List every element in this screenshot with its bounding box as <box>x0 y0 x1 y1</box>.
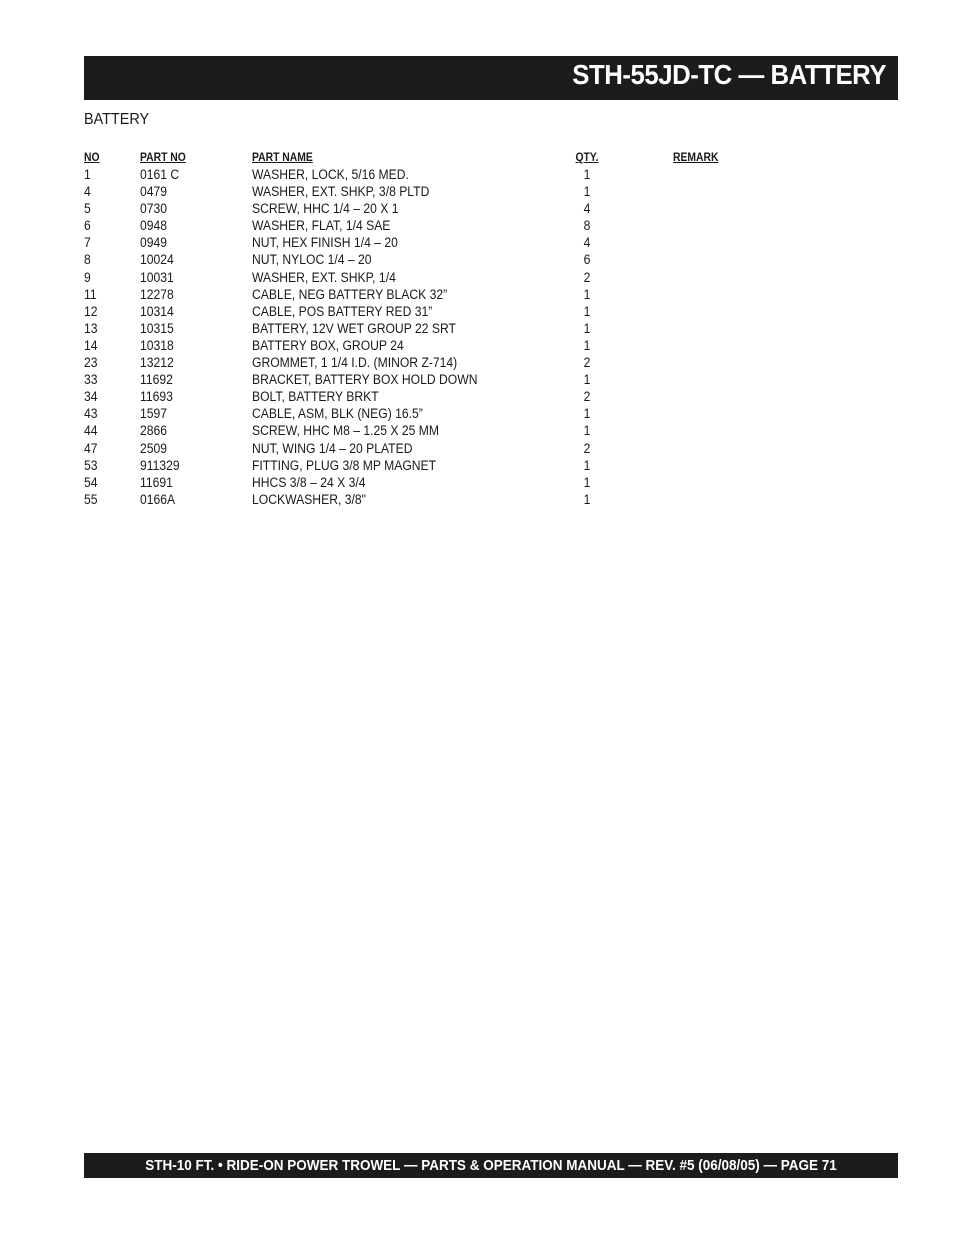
cell-qty: 2 <box>583 389 591 405</box>
cell-part-no: 0166A <box>140 491 176 507</box>
cell-part-name: BRACKET, BATTERY BOX HOLD DOWN <box>252 372 478 388</box>
table-row <box>84 303 784 320</box>
cell-no: 4 <box>84 184 91 200</box>
cell-part-no: 0161 C <box>140 167 180 182</box>
table-header-row <box>84 150 784 166</box>
table-row <box>84 474 784 491</box>
cell-part-name: WASHER, EXT. SHKP, 1/4 <box>252 269 396 285</box>
cell-part-name: BATTERY BOX, GROUP 24 <box>252 337 404 353</box>
cell-part-name: BOLT, BATTERY BRKT <box>252 389 379 405</box>
cell-no: 7 <box>84 235 91 251</box>
cell-part-name: SCREW, HHC 1/4 – 20 X 1 <box>252 201 399 217</box>
cell-part-no: 0949 <box>140 235 168 251</box>
cell-part-no: 1597 <box>140 406 168 422</box>
cell-qty: 1 <box>583 286 591 302</box>
cell-qty: 4 <box>583 201 591 217</box>
cell-qty: 1 <box>583 491 591 507</box>
cell-no: 43 <box>84 406 98 422</box>
table-row <box>84 388 784 405</box>
table-row <box>84 183 784 200</box>
cell-part-no: 10318 <box>140 337 174 353</box>
cell-qty: 6 <box>583 252 591 268</box>
column-header-part-no: PART NO <box>140 152 186 164</box>
cell-part-name: NUT, NYLOC 1/4 – 20 <box>252 252 372 268</box>
cell-part-no: 11691 <box>140 474 173 490</box>
column-header-qty: QTY. <box>575 152 599 164</box>
cell-no: 23 <box>84 355 98 371</box>
cell-part-name: HHCS 3/8 – 24 X 3/4 <box>252 474 366 490</box>
cell-qty: 2 <box>583 355 591 371</box>
cell-part-name: WASHER, EXT. SHKP, 3/8 PLTD <box>252 184 430 200</box>
cell-part-name: NUT, WING 1/4 – 20 PLATED <box>252 440 413 456</box>
table-row <box>84 166 784 183</box>
table-row <box>84 422 784 439</box>
cell-no: 53 <box>84 457 98 473</box>
table-row <box>84 320 784 337</box>
cell-qty: 1 <box>583 320 591 336</box>
cell-part-no: 0730 <box>140 201 168 217</box>
table-row <box>84 217 784 234</box>
table-row <box>84 234 784 251</box>
cell-no: 9 <box>84 269 91 285</box>
cell-no: 34 <box>84 389 98 405</box>
cell-no: 1 <box>84 167 91 182</box>
cell-part-name: SCREW, HHC M8 – 1.25 X 25 MM <box>252 423 440 439</box>
cell-part-name: LOCKWASHER, 3/8" <box>252 491 366 507</box>
cell-no: 44 <box>84 423 98 439</box>
cell-part-no: 10314 <box>140 303 174 319</box>
table-row <box>84 457 784 474</box>
cell-part-name: CABLE, POS BATTERY RED 31” <box>252 303 433 319</box>
table-row <box>84 200 784 217</box>
table-row <box>84 491 784 508</box>
table-row <box>84 269 784 286</box>
cell-part-no: 12278 <box>140 286 174 302</box>
cell-part-no: 0948 <box>140 218 168 234</box>
footer-text: STH-10 FT. • RIDE-ON POWER TROWEL — PARTS & OPERATION MANUAL — REV. #5 (06/08/05) — PAGE 71 <box>145 1157 837 1174</box>
cell-no: 55 <box>84 491 98 507</box>
column-header-remark: REMARK <box>673 152 719 164</box>
cell-part-name: GROMMET, 1 1/4 I.D. (MINOR Z-714) <box>252 355 458 371</box>
cell-qty: 1 <box>583 337 591 353</box>
cell-part-name: BATTERY, 12V WET GROUP 22 SRT <box>252 320 456 336</box>
page-title-bar <box>84 56 898 100</box>
cell-part-no: 11692 <box>140 372 173 388</box>
cell-no: 6 <box>84 218 91 234</box>
cell-part-no: 11693 <box>140 389 173 405</box>
cell-part-no: 2866 <box>140 423 168 439</box>
cell-no: 13 <box>84 320 98 336</box>
cell-no: 14 <box>84 337 98 353</box>
cell-qty: 1 <box>583 457 591 473</box>
cell-part-name: CABLE, NEG BATTERY BLACK 32” <box>252 286 448 302</box>
cell-qty: 1 <box>583 184 591 200</box>
column-header-part-name: PART NAME <box>252 152 313 164</box>
cell-no: 5 <box>84 201 91 217</box>
table-row <box>84 405 784 422</box>
table-row <box>84 440 784 457</box>
cell-qty: 1 <box>583 406 591 422</box>
table-row <box>84 371 784 388</box>
cell-qty: 2 <box>583 440 591 456</box>
page-title: STH-55JD-TC — BATTERY <box>572 59 886 90</box>
cell-qty: 2 <box>583 269 591 285</box>
cell-part-no: 10024 <box>140 252 174 268</box>
table-row <box>84 354 784 371</box>
table-body <box>84 166 784 508</box>
footer-bar <box>84 1153 898 1178</box>
cell-part-name: CABLE, ASM, BLK (NEG) 16.5” <box>252 406 423 422</box>
cell-part-no: 2509 <box>140 440 168 456</box>
cell-qty: 4 <box>583 235 591 251</box>
cell-part-no: 911329 <box>140 457 180 473</box>
cell-part-name: WASHER, FLAT, 1/4 SAE <box>252 218 391 234</box>
cell-part-no: 10315 <box>140 320 174 336</box>
cell-part-no: 0479 <box>140 184 168 200</box>
column-header-no: NO <box>84 152 100 164</box>
cell-no: 47 <box>84 440 98 456</box>
cell-qty: 1 <box>583 423 591 439</box>
cell-no: 54 <box>84 474 98 490</box>
cell-no: 11 <box>84 286 97 302</box>
cell-part-name: FITTING, PLUG 3/8 MP MAGNET <box>252 457 437 473</box>
parts-table <box>84 150 784 508</box>
cell-no: 8 <box>84 252 91 268</box>
cell-part-no: 10031 <box>140 269 174 285</box>
cell-qty: 1 <box>583 372 591 388</box>
section-heading: BATTERY <box>84 111 150 128</box>
cell-part-no: 13212 <box>140 355 174 371</box>
table-row <box>84 251 784 268</box>
cell-qty: 1 <box>583 474 591 490</box>
cell-part-name: WASHER, LOCK, 5/16 MED. <box>252 167 409 182</box>
cell-no: 33 <box>84 372 98 388</box>
table-row <box>84 337 784 354</box>
cell-no: 12 <box>84 303 98 319</box>
cell-part-name: NUT, HEX FINISH 1/4 – 20 <box>252 235 398 251</box>
cell-qty: 1 <box>583 167 591 182</box>
cell-qty: 8 <box>583 218 591 234</box>
table-row <box>84 286 784 303</box>
cell-qty: 1 <box>583 303 591 319</box>
